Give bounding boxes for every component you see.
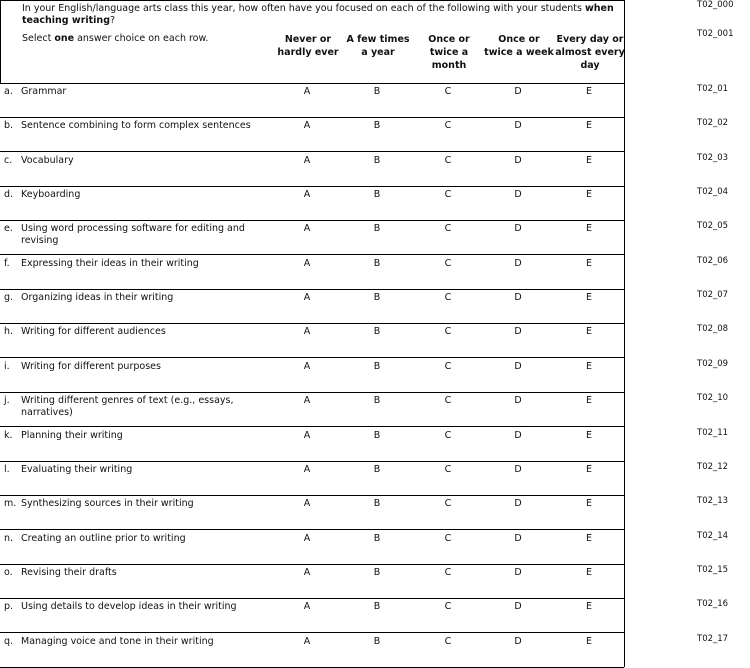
answer-option-b[interactable]: B [373, 257, 381, 269]
answer-option-c[interactable]: C [444, 395, 452, 407]
answer-option-b[interactable]: B [373, 635, 381, 647]
answer-option-b[interactable]: B [373, 429, 381, 441]
table-row [0, 599, 624, 633]
variable-code: T02_08 [697, 324, 729, 335]
row-letter: c. [4, 154, 13, 166]
answer-option-b[interactable]: B [373, 601, 381, 613]
column-header: Once or twice a week [484, 34, 554, 58]
row-letter: l. [4, 463, 10, 475]
row-text: Writing for different audiences [21, 326, 166, 338]
answer-option-e[interactable]: E [585, 429, 592, 441]
row-text: Expressing their ideas in their writing [21, 257, 199, 269]
answer-option-a[interactable]: A [303, 463, 311, 475]
answer-option-c[interactable]: C [444, 532, 452, 544]
answer-option-b[interactable]: B [373, 360, 381, 372]
variable-code: T02_13 [697, 496, 729, 507]
variable-code: T02_001 [697, 29, 734, 39]
answer-option-b[interactable]: B [373, 463, 381, 475]
variable-code: T02_03 [697, 152, 729, 163]
variable-code: T02_06 [697, 255, 729, 266]
table-row [0, 187, 624, 221]
row-text: Managing voice and tone in their writing [21, 635, 214, 647]
row-text: Grammar [21, 86, 67, 97]
variable-code: T02_01 [697, 84, 729, 94]
answer-option-b[interactable]: B [373, 154, 381, 166]
answer-option-a[interactable]: A [303, 223, 311, 235]
answer-option-a[interactable]: A [303, 635, 311, 647]
row-text: Organizing ideas in their writing [21, 292, 174, 304]
table-row [0, 359, 624, 393]
column-header: Once or twice a month [428, 34, 470, 71]
row-text: Vocabulary [21, 154, 74, 166]
table-row [0, 324, 624, 358]
variable-code: T02_05 [697, 221, 729, 232]
answer-option-a[interactable]: A [303, 189, 311, 201]
answer-option-d[interactable]: D [514, 566, 522, 578]
answer-option-d[interactable]: D [514, 395, 522, 407]
answer-option-a[interactable]: A [303, 292, 311, 304]
answer-option-a[interactable]: A [303, 429, 311, 441]
row-text: Using word processing software for editing and revising [21, 223, 245, 247]
answer-option-c[interactable]: C [444, 257, 452, 269]
answer-option-e[interactable]: E [585, 326, 592, 338]
answer-option-b[interactable]: B [373, 566, 381, 578]
answer-option-e[interactable]: E [585, 120, 592, 132]
row-text: Writing different genres of text (e.g., essays, narratives) [21, 395, 234, 419]
variable-code: T02_02 [697, 118, 729, 129]
row-letter: f. [4, 257, 10, 269]
table-row [0, 393, 624, 427]
answer-option-c[interactable]: C [444, 86, 452, 97]
answer-option-e[interactable]: E [585, 86, 592, 97]
table-row [0, 531, 624, 565]
variable-code: T02_12 [697, 461, 729, 472]
answer-option-c[interactable]: C [444, 566, 452, 578]
row-text: Revising their drafts [21, 566, 117, 578]
row-letter: g. [4, 292, 14, 304]
answer-option-b[interactable]: B [373, 292, 381, 304]
answer-option-c[interactable]: C [444, 463, 452, 475]
table-row [0, 565, 624, 599]
answer-option-b[interactable]: B [373, 120, 381, 132]
answer-option-e[interactable]: E [585, 154, 592, 166]
row-letter: p. [4, 601, 14, 613]
answer-option-d[interactable]: D [514, 257, 522, 269]
table-row [0, 496, 624, 530]
answer-option-a[interactable]: A [303, 395, 311, 407]
variable-code: T02_09 [697, 358, 729, 369]
answer-option-c[interactable]: C [444, 498, 452, 510]
row-letter: q. [4, 635, 14, 647]
row-text: Keyboarding [21, 189, 81, 201]
row-letter: m. [4, 498, 17, 510]
answer-option-c[interactable]: C [444, 326, 452, 338]
answer-option-e[interactable]: E [585, 360, 592, 372]
row-text: Synthesizing sources in their writing [21, 498, 194, 510]
answer-option-a[interactable]: A [303, 532, 311, 544]
question-header [0, 1, 625, 84]
answer-option-d[interactable]: D [514, 532, 522, 544]
variable-code: T02_15 [697, 564, 729, 575]
variable-code: T02_11 [697, 427, 729, 438]
row-text: Evaluating their writing [21, 463, 133, 475]
answer-option-a[interactable]: A [303, 498, 311, 510]
answer-option-e[interactable]: E [585, 463, 592, 475]
table-row [0, 221, 624, 255]
answer-option-c[interactable]: C [444, 601, 452, 613]
answer-option-e[interactable]: E [585, 635, 592, 647]
table-row [0, 428, 624, 462]
answer-option-d[interactable]: D [514, 223, 522, 235]
table-row [0, 84, 624, 118]
table-row [0, 256, 624, 290]
answer-option-d[interactable]: D [514, 635, 522, 647]
answer-option-d[interactable]: D [514, 326, 522, 338]
answer-option-e[interactable]: E [585, 566, 592, 578]
answer-option-b[interactable]: B [373, 395, 381, 407]
answer-option-e[interactable]: E [585, 189, 592, 201]
row-letter: b. [4, 120, 14, 132]
variable-code: T02_04 [697, 187, 729, 198]
answer-option-a[interactable]: A [303, 120, 311, 132]
answer-option-b[interactable]: B [373, 223, 381, 235]
table-row [0, 462, 624, 496]
answer-option-c[interactable]: C [444, 189, 452, 201]
table-row [0, 153, 624, 187]
table-row [0, 290, 624, 324]
row-letter: k. [4, 429, 13, 441]
answer-option-b[interactable]: B [373, 498, 381, 510]
question-text: In your English/language arts class this year, how often have you focused on each of the following with your students when teaching writing? [22, 3, 614, 26]
answer-option-c[interactable]: C [444, 360, 452, 372]
variable-code: T02_000 [697, 0, 734, 10]
column-header: A few times a year [346, 34, 410, 58]
row-text: Writing for different purposes [21, 360, 161, 372]
answer-option-b[interactable]: B [373, 189, 381, 201]
answer-option-b[interactable]: B [373, 326, 381, 338]
answer-option-a[interactable]: A [303, 601, 311, 613]
answer-option-d[interactable]: D [514, 463, 522, 475]
table-row [0, 118, 624, 152]
answer-option-c[interactable]: C [444, 635, 452, 647]
variable-code: T02_07 [697, 290, 729, 301]
instruction-text: Select one answer choice on each row. [22, 33, 209, 44]
answer-option-c[interactable]: C [444, 223, 452, 235]
row-text: Using details to develop ideas in their writing [21, 601, 237, 613]
answer-option-d[interactable]: D [514, 601, 522, 613]
answer-option-a[interactable]: A [303, 154, 311, 166]
answer-option-d[interactable]: D [514, 86, 522, 97]
variable-code: T02_16 [697, 599, 729, 610]
variable-code: T02_10 [697, 393, 729, 404]
answer-option-c[interactable]: C [444, 154, 452, 166]
answer-option-b[interactable]: B [373, 532, 381, 544]
row-letter: d. [4, 189, 14, 201]
row-letter: e. [4, 223, 13, 235]
answer-option-d[interactable]: D [514, 360, 522, 372]
answer-option-e[interactable]: E [585, 395, 592, 407]
row-letter: o. [4, 566, 13, 578]
row-letter: j. [4, 395, 10, 407]
answer-option-c[interactable]: C [444, 292, 452, 304]
answer-option-d[interactable]: D [514, 120, 522, 132]
answer-option-e[interactable]: E [585, 292, 592, 304]
answer-option-d[interactable]: D [514, 189, 522, 201]
row-text: Creating an outline prior to writing [21, 532, 186, 544]
answer-option-a[interactable]: A [303, 360, 311, 372]
answer-option-e[interactable]: E [585, 498, 592, 510]
answer-option-d[interactable]: D [514, 429, 522, 441]
row-text: Planning their writing [21, 429, 123, 441]
answer-option-c[interactable]: C [444, 120, 452, 132]
row-letter: i. [4, 360, 10, 372]
row-letter: h. [4, 326, 14, 338]
answer-option-e[interactable]: E [585, 257, 592, 269]
answer-option-a[interactable]: A [303, 566, 311, 578]
answer-option-e[interactable]: E [585, 601, 592, 613]
row-text: Sentence combining to form complex sentences [21, 120, 251, 132]
variable-code: T02_14 [697, 530, 729, 541]
answer-option-d[interactable]: D [514, 292, 522, 304]
answer-option-a[interactable]: A [303, 326, 311, 338]
row-letter: n. [4, 532, 14, 544]
variable-code: T02_17 [697, 633, 729, 644]
column-header: Never or hardly ever [277, 34, 339, 58]
answer-option-a[interactable]: A [303, 257, 311, 269]
answer-option-d[interactable]: D [514, 498, 522, 510]
answer-option-c[interactable]: C [444, 429, 452, 441]
answer-option-e[interactable]: E [585, 223, 592, 235]
answer-option-b[interactable]: B [373, 86, 381, 97]
row-letter: a. [4, 86, 13, 97]
answer-option-d[interactable]: D [514, 154, 522, 166]
table-row [0, 634, 624, 668]
answer-option-a[interactable]: A [303, 86, 311, 97]
answer-option-e[interactable]: E [585, 532, 592, 544]
column-header: Every day or almost every day [555, 34, 625, 71]
